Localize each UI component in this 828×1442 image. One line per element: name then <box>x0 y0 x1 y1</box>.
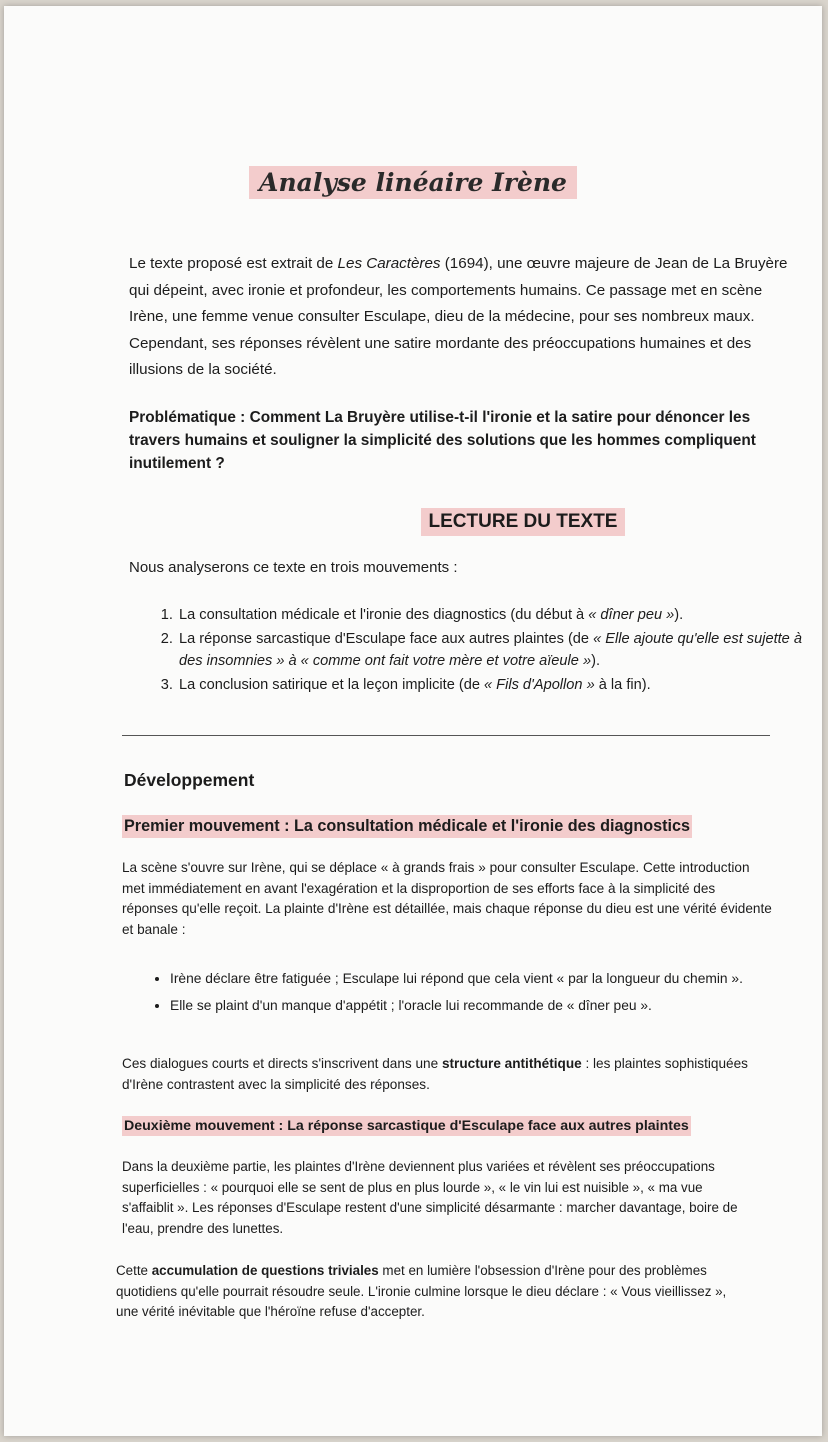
developpement-heading: Développement <box>124 770 255 790</box>
mouvements-list <box>149 604 817 698</box>
lecture-container <box>4 508 822 536</box>
conclusion-bold: structure antithétique <box>441 1056 582 1071</box>
list-item: • Irène déclare être fatiguée ; Esculape lui répond que cela vient « par la longueur du chemin ». <box>170 968 810 989</box>
conclusion-text: Ces dialogues courts et directs s'inscrivent dans une <box>122 1056 442 1071</box>
deuxieme-paragraph-2 <box>116 1261 746 1323</box>
premier-mouvement-heading: Premier mouvement : La consultation médicale et l'ironie des diagnostics <box>122 815 692 838</box>
page-title: Analyse linéaire Irène <box>249 166 577 199</box>
item-text: La réponse sarcastique d'Esculape face aux autres plaintes (de <box>179 631 594 647</box>
mouvements-intro: Nous analyserons ce texte en trois mouvements : <box>129 559 458 576</box>
conclusion-text: : les plaintes sophistiquées d'Irène contrastent avec la simplicité des réponses. <box>122 1056 748 1092</box>
divider <box>122 735 770 736</box>
list-item <box>177 604 817 626</box>
item-text: La consultation médicale et l'ironie des diagnostics (du début à <box>179 607 589 623</box>
title-container <box>4 166 822 199</box>
lecture-heading: LECTURE DU TEXTE <box>421 508 626 536</box>
intro-work-title: Les Caractères <box>337 255 441 272</box>
list-item <box>177 674 817 696</box>
deuxieme-mouvement-heading: Deuxième mouvement : La réponse sarcastique d'Esculape face aux autres plaintes <box>124 1118 689 1134</box>
deuxieme-paragraph-1: Dans la deuxième partie, les plaintes d'Irène deviennent plus variées et révèlent ses préoccupations superficielles : « pourquoi elle se sent de plus en plus lourde », « le vin lui est nuisible », « ma vue s'affaiblit ». Les réponses d'Esculape restent d'une simplicité désarmante : marcher davantage, boire de l'eau, prendre des lunettes. <box>122 1159 738 1236</box>
p2-bold: accumulation de questions triviales <box>151 1263 379 1278</box>
p2-text: Cette <box>116 1263 152 1278</box>
item-text: à la fin). <box>594 677 651 693</box>
intro-paragraph <box>129 251 799 384</box>
item-text: ). <box>591 653 600 669</box>
list-item: • Elle se plaint d'un manque d'appétit ; l'oracle lui recommande de « dîner peu ». <box>170 995 810 1016</box>
item-quote: « dîner peu » <box>588 607 675 623</box>
premier-bullets <box>142 968 810 1022</box>
problematique: Problématique : Comment La Bruyère utilise-t-il l'ironie et la satire pour dénoncer les travers humains et souligner la simplicité des solutions que les hommes compliquent inutilement ? <box>129 409 756 472</box>
premier-paragraph: La scène s'ouvre sur Irène, qui se déplace « à grands frais » pour consulter Esculape. Cette introduction met immédiatement en avant l'exagération et la disproportion de ses efforts face à la simplicité des réponses qu'elle reçoit. La plainte d'Irène est détaillée, mais chaque réponse du dieu est une vérité évidente et banale : <box>122 860 772 937</box>
item-text: La conclusion satirique et la leçon implicite (de <box>179 677 485 693</box>
p2-text: met en lumière l'obsession d'Irène pour des problèmes quotidiens qu'elle pourrait résoudre seule. L'ironie culmine lorsque le dieu déclare : « Vous vieillissez », une vérité inévitable que l'héroïne refuse d'accepter. <box>116 1263 727 1319</box>
item-text: ). <box>674 607 684 623</box>
document-page <box>4 6 822 1436</box>
item-quote: « Elle ajoute qu'elle est sujette à des insomnies » à « comme ont fait votre mère et votre aïeule » <box>179 631 802 669</box>
premier-conclusion <box>122 1054 762 1095</box>
intro-prefix: Le texte proposé est extrait de <box>129 255 338 272</box>
item-quote: « Fils d'Apollon » <box>484 677 595 693</box>
intro-suffix: (1694), une œuvre majeure de Jean de La Bruyère qui dépeint, avec ironie et profondeur, les comportements humains. Ce passage met en scène Irène, une femme venue consulter Esculape, dieu de la médecine, pour ses nombreux maux. Cependant, ses réponses révèlent une satire mordante des préoccupations humaines et des illusions de la société. <box>129 255 788 378</box>
list-item <box>177 628 817 672</box>
